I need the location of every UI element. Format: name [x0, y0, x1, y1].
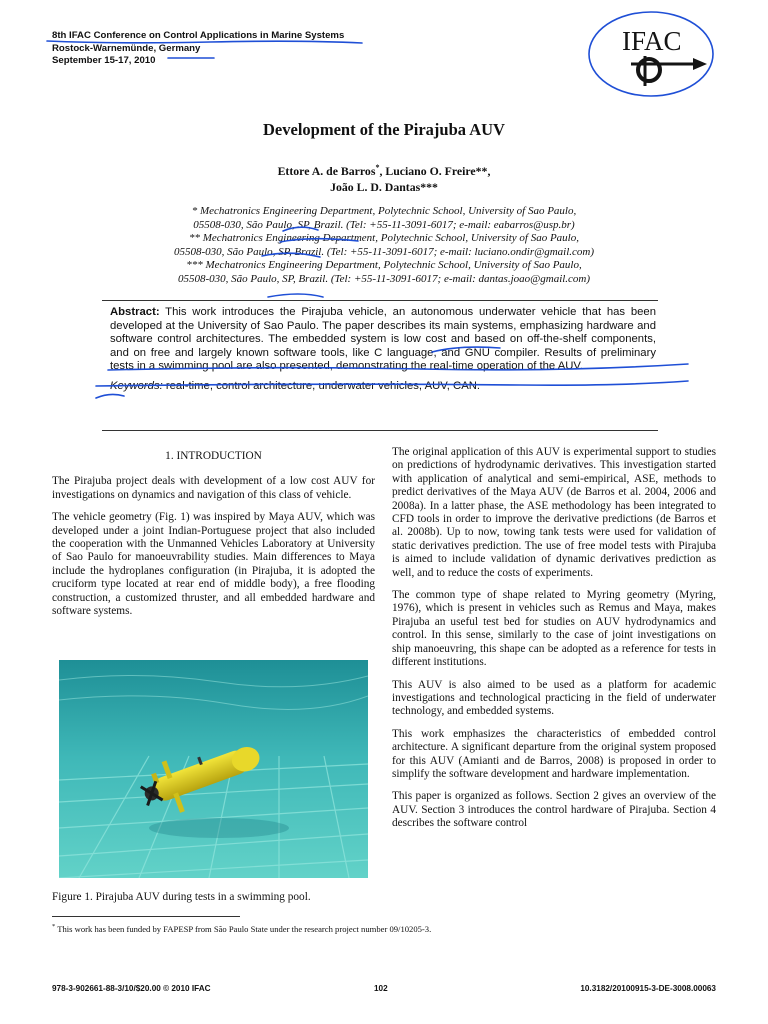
body-paragraph: This paper is organized as follows. Section 2 gives an overview of the AUV. Section 3 introduces the control hardware of Pirajuba. Section 4 describes the software control [392, 790, 716, 830]
body-paragraph: This AUV is also aimed to be used as a platform for academic investigations and technological practicing in the field of underwater technology, and embedded systems. [392, 678, 716, 718]
conference-location: Rostock-Warnemünde, Germany [52, 42, 201, 54]
section-heading: 1. INTRODUCTION [165, 450, 262, 462]
footnote-mark: * [52, 923, 56, 930]
abstract-mark [96, 394, 124, 398]
footer-isbn: 978-3-902661-88-3/10/$20.00 © 2010 IFAC [52, 984, 211, 993]
affiliation-line: * Mechatronics Engineering Department, Polytechnic School, University of Sao Paulo, [191, 205, 577, 217]
affiliations [0, 205, 768, 287]
keywords-text: real-time, control architecture, underwater vehicles, AUV, CAN. [162, 379, 481, 392]
footnote-text: This work has been funded by FAPESP from São Paulo State under the research project number 09/10205-3. [55, 923, 432, 934]
figure-caption: Figure 1. Pirajuba AUV during tests in a swimming pool. [52, 891, 311, 903]
footnote [52, 923, 431, 934]
body-paragraph: The Pirajuba project deals with development of a low cost AUV for investigations on dynamics and navigation of this class of vehicle. [52, 475, 375, 501]
conference-name: 8th IFAC Conference on Control Applications in Marine Systems [52, 30, 345, 41]
affiliation-line: 05508-030, São Paulo, SP, Brazil. (Tel: +55-11-3091-6017; e-mail: dantas.joao@gmail.com) [177, 272, 591, 285]
affiliation-line: 05508-030, São Paulo, SP, Brazil. (Tel: +55-11-3091-6017; e-mail: luciano.ondir@gmail.com) [173, 245, 595, 258]
author-name: Ettore A. de Barros [277, 163, 376, 178]
affiliation-line: ** Mechatronics Engineering Department, Polytechnic School, University of Sao Paulo, [188, 232, 579, 245]
author-footnote-mark: * [375, 163, 380, 172]
auv-pool-photo [59, 660, 368, 878]
keywords-paragraph [110, 380, 656, 394]
abstract-paragraph [110, 306, 656, 374]
abstract-label: Abstract: [110, 306, 160, 318]
ifac-logo-icon [585, 6, 717, 102]
footer-doi: 10.3182/20100915-3-DE-3008.00063 [580, 984, 716, 993]
pool-photo-graphic [59, 660, 368, 878]
affil-underline [268, 294, 323, 297]
affiliation-line: *** Mechatronics Engineering Department, Polytechnic School, University of Sao Paulo, [186, 259, 582, 272]
author-names: , Luciano O. Freire**, [379, 163, 491, 178]
abstract-top-rule [102, 300, 658, 301]
author-line-1 [0, 160, 768, 179]
abstract-bottom-rule [102, 430, 658, 431]
right-column [392, 446, 716, 840]
affiliation-line: 05508-030, São Paulo, SP, Brazil. (Tel: +55-11-3091-6017; e-mail: eabarros@usp.br) [193, 218, 575, 231]
body-paragraph: The vehicle geometry (Fig. 1) was inspired by Maya AUV, which was developed under a joint Indian-Portuguese project that also included the cooperation with the Unmanned Vehicles Laboratory at University of Sao Paulo for manoeuvrability studies. Main differences to Maya include the hydroplanes configuration (in Pirajuba, it is adopted the cruciform type located at rear end of middle body), a free flooding construction, a customized thruster, and all embedded hardware and software systems. [52, 511, 375, 618]
conference-dates: September 15-17, 2010 [52, 55, 156, 67]
abstract-block [110, 306, 656, 394]
footnote-rule [52, 916, 240, 917]
logo-text: IFAC [622, 26, 682, 56]
author-list [0, 160, 768, 195]
left-column [52, 450, 375, 627]
author-line-2: João L. D. Dantas*** [330, 179, 438, 194]
keywords-label: Keywords: [110, 379, 163, 392]
abstract-text: This work introduces the Pirajuba vehicle, an autonomous underwater vehicle that has been developed at the University of Sao Paulo. The paper describes its main systems, emphasizing hardware and software control architectures. The embedded system is low cost and based on off-the-shelf components, and on free and largely known software tools, like C language, and GNU compiler. Results of preliminary tests in a swimming pool are also presented, demonstrating the real-time operation of the AUV. [110, 306, 656, 373]
body-paragraph: The original application of this AUV is experimental support to studies on predictions of hydrodynamic derivatives. This investigation started with application of analytical and semi-empirical, ASE, methods to predict derivatives of the Maya AUV (de Barros et al. 2004, 2006 and 2008a). In a latter phase, the ASE methodology has been integrated to CFD tools in order to improve the derivative predictions (de Barros et al. 2008b). Up to now, towing tank tests were used for validation of static derivatives prediction. The use of free model tests with Pirajuba is aimed to include validation of dynamic derivatives prediction as well, and to reduce the costs of experiments. [392, 446, 716, 579]
body-paragraph: The common type of shape related to Myring geometry (Myring, 1976), which is present in vehicles such as Remus and Maya, makes Pirajuba an useful test bed for studies on AUV hydrodynamics and control. In this sense, similarly to the case of joint investigations on ship manoeuvring, this shape can be adopted as a reference for tests in different institutions. [392, 589, 716, 669]
paper-title: Development of the Pirajuba AUV [263, 120, 505, 139]
conference-header [52, 30, 344, 68]
body-paragraph: This work emphasizes the characteristics of embedded control architecture. A significant departure from the original system proposed for this AUV (Amianti and de Barros, 2008) is proposed in order to simplify the software development and hardware implementation. [392, 727, 716, 780]
page-number: 102 [374, 984, 388, 993]
